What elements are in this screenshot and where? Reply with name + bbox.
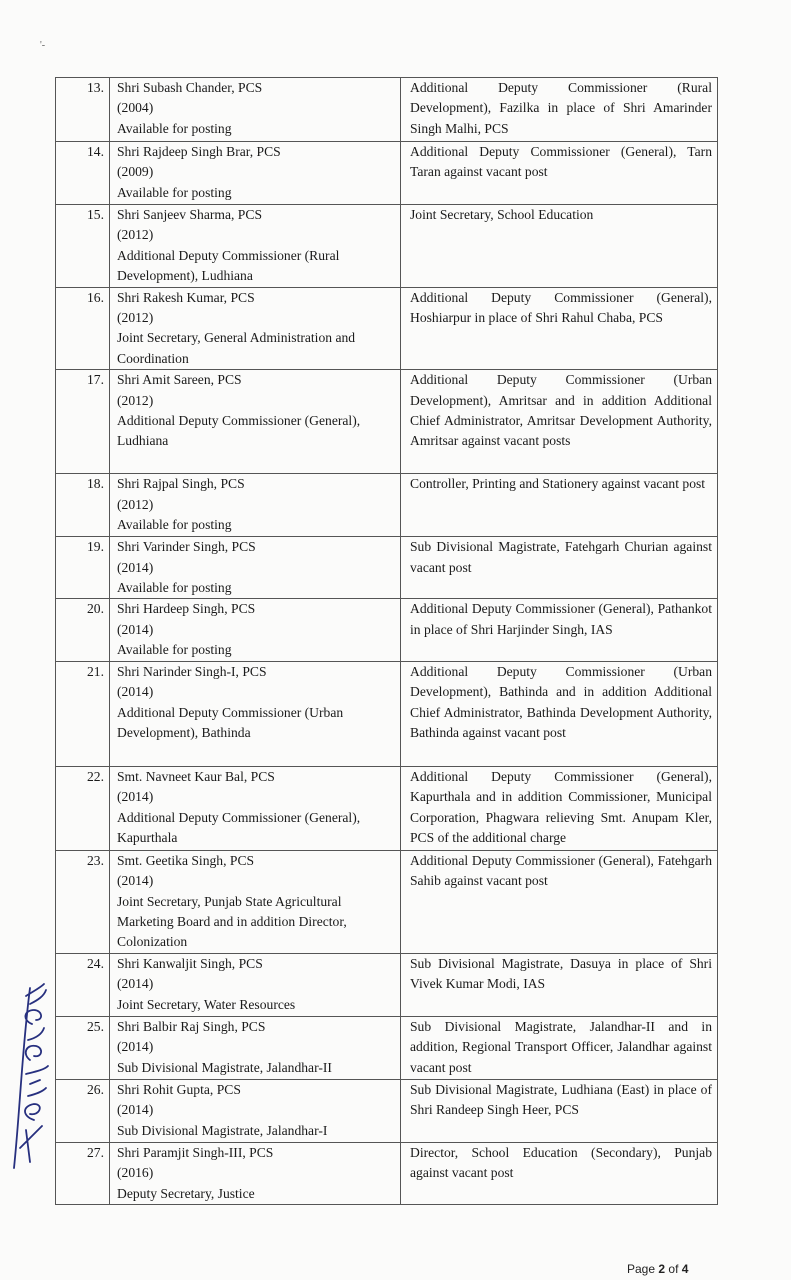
officer-current-post: Joint Secretary, General Administration and Coordination	[117, 330, 356, 366]
officer-name: Shri Rajdeep Singh Brar, PCS	[117, 144, 281, 159]
posting-cell: Sub Divisional Magistrate, Dasuya in place of Shri Vivek Kumar Modi, IAS	[401, 953, 718, 1016]
officer-name: Smt. Geetika Singh, PCS	[117, 852, 255, 868]
serial-number: 16.	[56, 287, 110, 370]
serial-number: 24.	[56, 953, 110, 1016]
officer-batch: (2014)	[117, 1039, 154, 1055]
officer-cell	[110, 474, 401, 537]
officer-current-post: Sub Divisional Magistrate, Jalandhar-I	[117, 1122, 328, 1138]
posting-cell: Additional Deputy Commissioner (Rural Development), Fazilka in place of Shri Amarinder Singh Malhi, PCS	[401, 78, 718, 142]
officer-cell	[110, 287, 401, 370]
serial-number: 26.	[56, 1079, 110, 1142]
officer-name: Shri Kanwaljit Singh, PCS	[117, 955, 263, 971]
officer-current-post: Available for posting	[117, 517, 232, 533]
posting-cell: Controller, Printing and Stationery against vacant post	[401, 474, 718, 537]
posting-cell: Additional Deputy Commissioner (General), Pathankot in place of Shri Harjinder Singh, IAS	[401, 599, 718, 661]
table-row	[56, 537, 718, 599]
officer-current-post: Additional Deputy Commissioner (General), Ludhiana	[117, 413, 361, 449]
officer-name: Shri Paramjit Singh-III, PCS	[117, 1144, 274, 1160]
officer-current-post: Available for posting	[117, 642, 232, 658]
officer-current-post: Deputy Secretary, Justice	[117, 1185, 255, 1201]
officer-batch: (2012)	[117, 392, 154, 408]
serial-number: 15.	[56, 205, 110, 288]
table-row	[56, 1016, 718, 1079]
officer-name: Shri Amit Sareen, PCS	[117, 372, 242, 388]
officer-cell	[110, 78, 401, 142]
officer-name: Shri Narinder Singh-I, PCS	[117, 663, 267, 679]
officer-current-post: Available for posting	[117, 120, 232, 136]
officer-current-post: Joint Secretary, Punjab State Agricultural Marketing Board and in addition Director, Colonization	[117, 893, 347, 950]
table-row	[56, 287, 718, 370]
officer-cell	[110, 142, 401, 205]
page-word: Page	[627, 1262, 656, 1276]
posting-cell: Sub Divisional Magistrate, Ludhiana (East) in place of Shri Randeep Singh Heer, PCS	[401, 1079, 718, 1142]
serial-number: 14.	[56, 142, 110, 205]
officer-name: Shri Hardeep Singh, PCS	[117, 601, 256, 617]
table-row	[56, 766, 718, 850]
officer-current-post: Sub Divisional Magistrate, Jalandhar-II	[117, 1059, 332, 1075]
serial-number: 19.	[56, 537, 110, 599]
posting-cell: Sub Divisional Magistrate, Fatehgarh Churian against vacant post	[401, 537, 718, 599]
officer-name: Shri Balbir Raj Singh, PCS	[117, 1018, 266, 1034]
table-row	[56, 1079, 718, 1142]
serial-number: 21.	[56, 661, 110, 766]
handwritten-signature	[0, 980, 60, 1180]
serial-number: 25.	[56, 1016, 110, 1079]
officer-batch: (2014)	[117, 621, 154, 637]
table-row	[56, 953, 718, 1016]
of-word: of	[668, 1262, 679, 1276]
table-row	[56, 850, 718, 953]
officer-current-post: Additional Deputy Commissioner (Urban Development), Bathinda	[117, 704, 344, 740]
officer-name: Shri Rakesh Kumar, PCS	[117, 289, 255, 305]
officer-batch: (2014)	[117, 789, 154, 805]
posting-cell: Additional Deputy Commissioner (General), Fatehgarh Sahib against vacant post	[401, 850, 718, 953]
officer-name: Shri Sanjeev Sharma, PCS	[117, 207, 262, 222]
officer-batch: (2004)	[117, 100, 154, 116]
serial-number: 17.	[56, 370, 110, 474]
officer-batch: (2016)	[117, 1165, 154, 1181]
posting-cell: Additional Deputy Commissioner (General), Kapurthala and in addition Commissioner, Municipal Corporation, Phagwara relieving Smt. Anupam Kler, PCS of the additional charge	[401, 766, 718, 850]
officer-batch: (2012)	[117, 496, 154, 512]
posting-cell: Director, School Education (Secondary), Punjab against vacant post	[401, 1142, 718, 1204]
posting-cell: Additional Deputy Commissioner (Urban Development), Amritsar and in addition Additional Chief Administrator, Amritsar Development Authority, Amritsar against vacant posts	[401, 370, 718, 474]
serial-number: 22.	[56, 766, 110, 850]
posting-cell: Sub Divisional Magistrate, Jalandhar-II and in addition, Regional Transport Officer, Jalandhar against vacant post	[401, 1016, 718, 1079]
officer-cell	[110, 953, 401, 1016]
officer-name: Shri Rohit Gupta, PCS	[117, 1081, 241, 1097]
officer-name: Smt. Navneet Kaur Bal, PCS	[117, 768, 275, 784]
table-row	[56, 474, 718, 537]
officer-name: Shri Varinder Singh, PCS	[117, 539, 256, 555]
posting-cell: Additional Deputy Commissioner (General), Tarn Taran against vacant post	[401, 142, 718, 205]
officer-current-post: Available for posting	[117, 184, 232, 200]
officer-batch: (2009)	[117, 164, 154, 180]
officer-current-post: Additional Deputy Commissioner (General), Kapurthala	[117, 809, 361, 845]
officer-batch: (2014)	[117, 873, 154, 889]
officer-cell	[110, 766, 401, 850]
serial-number: 23.	[56, 850, 110, 953]
officer-batch: (2014)	[117, 1102, 154, 1118]
officer-cell	[110, 599, 401, 661]
officer-cell	[110, 661, 401, 766]
officer-cell	[110, 537, 401, 599]
table-row	[56, 78, 718, 142]
officer-batch: (2014)	[117, 684, 154, 700]
serial-number: 18.	[56, 474, 110, 537]
officer-batch: (2014)	[117, 976, 154, 992]
serial-number: 20.	[56, 599, 110, 661]
table-row	[56, 1142, 718, 1204]
officer-cell	[110, 370, 401, 474]
officer-cell	[110, 1016, 401, 1079]
table-row	[56, 370, 718, 474]
table-row	[56, 142, 718, 205]
total-pages: 4	[681, 1262, 689, 1276]
current-page: 2	[658, 1262, 666, 1276]
officer-current-post: Joint Secretary, Water Resources	[117, 996, 296, 1012]
posting-cell: Joint Secretary, School Education	[401, 205, 718, 288]
posting-orders-table	[55, 77, 718, 1205]
serial-number: 13.	[56, 78, 110, 142]
posting-cell: Additional Deputy Commissioner (General), Hoshiarpur in place of Shri Rahul Chaba, PCS	[401, 287, 718, 370]
officer-batch: (2014)	[117, 559, 154, 575]
page-number	[627, 1262, 688, 1276]
officer-current-post: Additional Deputy Commissioner (Rural Development), Ludhiana	[117, 247, 340, 284]
officer-name: Shri Rajpal Singh, PCS	[117, 476, 245, 492]
officer-current-post: Available for posting	[117, 580, 232, 596]
table-row	[56, 661, 718, 766]
scan-mark: '-	[40, 40, 46, 51]
officer-batch: (2012)	[117, 310, 154, 326]
officer-cell	[110, 205, 401, 288]
posting-orders-body	[56, 78, 718, 1205]
officer-cell	[110, 1142, 401, 1204]
officer-cell	[110, 850, 401, 953]
officer-batch: (2012)	[117, 227, 154, 243]
table-row	[56, 205, 718, 288]
posting-cell: Additional Deputy Commissioner (Urban Development), Bathinda and in addition Additional Chief Administrator, Bathinda Development Authority, Bathinda against vacant post	[401, 661, 718, 766]
serial-number: 27.	[56, 1142, 110, 1204]
table-row	[56, 599, 718, 661]
officer-cell	[110, 1079, 401, 1142]
officer-name: Shri Subash Chander, PCS	[117, 80, 263, 95]
